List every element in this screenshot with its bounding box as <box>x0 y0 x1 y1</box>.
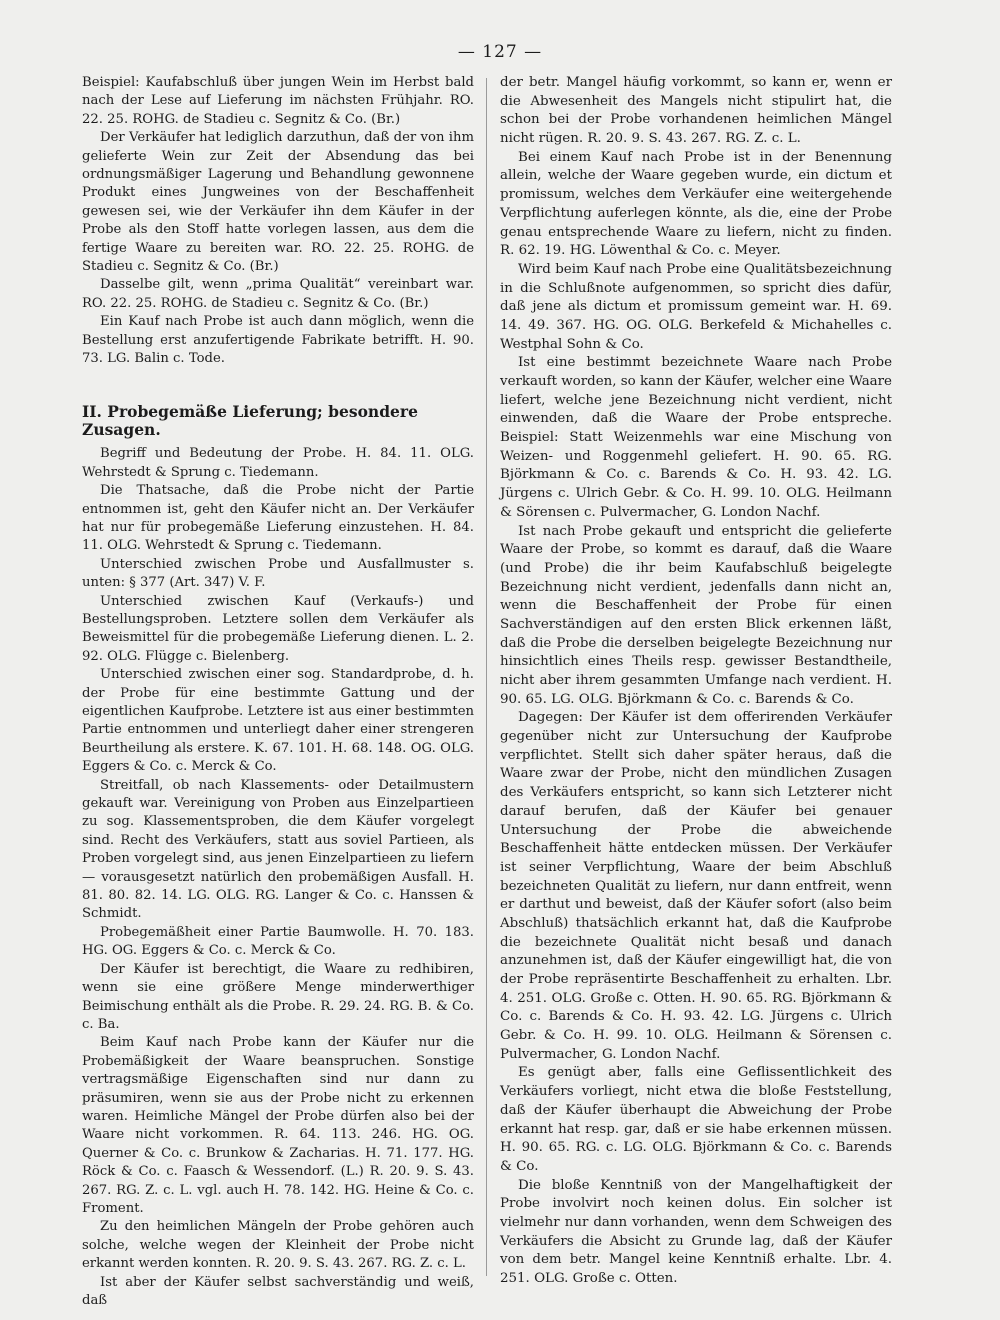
paragraph: Dagegen: Der Käufer ist dem offerirenden Verkäufer gegenüber nicht zur Untersuchung der Kaufprobe verpflichtet. Stellt sich daher später heraus, daß die Waare zwar der Probe, nicht den mündlichen Zusagen des Verkäufers entspricht, so kann sich Letzterer nicht darauf berufen, daß der Käufer bei genauer Untersuchung der Probe die abweichende Beschaffenheit hätte entdecken müssen. Der Verkäufer ist seiner Verpflichtung, Waare der beim Abschluß bezeichneten Qualität zu liefern, nur dann entfreit, wenn er darthut und beweist, daß der Käufer sofort (also beim Abschluß) thatsächlich erkannt hat, daß die Kaufprobe die bezeichnete Qualität nicht besaß und danach anzunehmen ist, daß der Käufer eingewilligt hat, die von der Probe repräsentirte Beschaffenheit zu erhalten. Lbr. 4. 251. OLG. Große c. Otten. H. 90. 65. RG. Björkmann & Co. c. Barends & Co. H. 93. 42. LG. Jürgens c. Ulrich Gebr. & Co. H. 99. 10. OLG. Heilmann & Sörensen c. Pulvermacher, G. London Nachf. <box>500 710 892 1062</box>
paragraph: Probegemäßheit einer Partie Baumwolle. H. 70. 183. HG. OG. Eggers & Co. c. Merck & Co. <box>82 924 474 959</box>
paragraph: Ein Kauf nach Probe ist auch dann möglich, wenn die Bestellung erst anzufertigende Fabrikate betrifft. H. 90. 73. LG. Balin c. Tode. <box>82 314 474 367</box>
paragraph: Streitfall, ob nach Klassements- oder Detailmustern gekauft war. Vereinigung von Proben aus Einzelpartieen zu sog. Klassementsproben, die dem Käufer vorgelegt sind. Recht des Verkäufers, statt aus soviel Partieen, als Proben vorgelegt sind, aus jenen Einzelpartieen zu liefern — vorausgesetzt natürlich den probemäßigen Ausfall. H. 81. 80. 82. 14. LG. OLG. RG. Langer & Co. c. Hanssen & Schmidt. <box>82 777 474 922</box>
paragraph: Unterschied zwischen Probe und Ausfallmuster s. unten: § 377 (Art. 347) V. F. <box>82 556 474 591</box>
paragraph: Begriff und Bedeutung der Probe. H. 84. 11. OLG. Wehrstedt & Sprung c. Tiedemann. <box>82 446 474 480</box>
paragraph: Die Thatsache, daß die Probe nicht der Partie entnommen ist, geht den Käufer nicht an. Der Verkäufer hat nur für probegemäße Lieferung einzustehen. H. 84. 11. OLG. Wehrstedt & Sprung c. Tiedemann. <box>82 483 474 554</box>
paragraph: Beispiel: Kaufabschluß über jungen Wein im Herbst bald nach der Lese auf Lieferung im nächsten Frühjahr. RO. 22. 25. ROHG. de Stadieu c. Segnitz & Co. (Br.) <box>82 75 474 127</box>
paragraph: Ist aber der Käufer selbst sachverständig und weiß, daß <box>82 1274 474 1308</box>
column-divider <box>486 78 487 1276</box>
paragraph: Es genügt aber, falls eine Geflissentlichkeit des Verkäufers vorliegt, nicht etwa die bloße Feststellung, daß der Käufer überhaupt die Abweichung der Probe erkannt hat resp. gar, daß er sie habe erkennen müssen. H. 90. 65. RG. c. LG. OLG. Björkmann & Co. c. Barends & Co. <box>500 1065 892 1174</box>
page-number: — 127 — <box>457 42 543 62</box>
paragraph: Dasselbe gilt, wenn „prima Qualität“ vereinbart war. RO. 22. 25. ROHG. de Stadieu c. Segnitz & Co. (Br.) <box>82 277 474 311</box>
paragraph: Ist eine bestimmt bezeichnete Waare nach Probe verkauft worden, so kann der Käufer, welcher eine Waare liefert, welche jene Bezeichnung nicht verdient, nicht einwenden, daß die Waare der Probe entspreche. Beispiel: Statt Weizenmehls war eine Mischung von Weizen- und Roggenmehl geliefert. H. 90. 65. RG. Björkmann & Co. c. Barends & Co. H. 93. 42. LG. Jürgens c. Ulrich Gebr. & Co. H. 99. 10. OLG. Heilmann & Sörensen c. Pulvermacher, G. London Nachf. <box>500 355 892 520</box>
paragraph: Die bloße Kenntniß von der Mangelhaftigkeit der Probe involvirt noch keinen dolus. Ein solcher ist vielmehr nur dann vorhanden, wenn dem Schweigen des Verkäufers die Absicht zu Grunde lag, daß der Käufer von dem betr. Mangel keine Kenntniß erhalte. Lbr. 4. 251. OLG. Große c. Otten. <box>500 1177 892 1286</box>
section-heading: II. Probegemäße Lieferung; besondere Zusagen. <box>82 401 418 439</box>
paragraph: Unterschied zwischen Kauf (Verkaufs-) und Bestellungsproben. Letztere sollen dem Verkäufer als Beweismittel für die probegemäße Lieferung dienen. L. 2. 92. OLG. Flügge c. Bielenberg. <box>82 593 474 664</box>
right-column <box>500 74 892 1289</box>
paragraph: Ist nach Probe gekauft und entspricht die gelieferte Waare der Probe, so kommt es darauf, daß die Waare (und Probe) die ihr beim Kaufabschluß beigelegte Bezeichnung nicht verdient, jedenfalls dann nicht an, wenn die Beschaffenheit der Probe für einen Sachverständigen auf den ersten Blick erkennen läßt, daß die Probe die derselben beigelegte Bezeichnung nur hinsichtlich eines Theils resp. gewisser Bestandtheile, nicht aber ihrem gesammten Umfange nach verdient. H. 90. 65. LG. OLG. Björkmann & Co. c. Barends & Co. <box>500 523 892 707</box>
paragraph: Unterschied zwischen einer sog. Standardprobe, d. h. der Probe für eine bestimmte Gattung und der eigentlichen Kaufprobe. Letztere ist aus einer bestimmten Partie entnommen und unterliegt daher einer strengeren Beurtheilung als erstere. K. 67. 101. H. 68. 148. OG. OLG. Eggers & Co. c. Merck & Co. <box>82 667 474 775</box>
paragraph: Beim Kauf nach Probe kann der Käufer nur die Probemäßigkeit der Waare beanspruchen. Sonstige vertragsmäßige Eigenschaften sind nur dann zu präsumiren, wenn sie aus der Probe nicht zu erkennen waren. Heimliche Mängel der Probe dürfen also bei der Waare nicht vorkommen. R. 64. 113. 246. HG. OG. Querner & Co. c. Brunkow & Zacharias. H. 71. 177. HG. Röck & Co. c. Faasch & Wessendorf. (L.) R. 20. 9. S. 43. 267. RG. Z. c. L. vgl. auch H. 78. 142. HG. Heine & Co. c. Froment. <box>82 1035 474 1216</box>
left-column <box>82 74 474 1310</box>
paragraph: Der Verkäufer hat lediglich darzuthun, daß der von ihm gelieferte Wein zur Zeit der Absendung das bei ordnungsmäßiger Lagerung und Behandlung gewonnene Produkt eines Jungweines von der Beschaffenheit gewesen sei, wie der Verkäufer ihn dem Käufer in der Probe als den Stoff hatte vorlegen lassen, aus dem die fertige Waare zu bereiten war. RO. 22. 25. ROHG. de Stadieu c. Segnitz & Co. (Br.) <box>82 130 474 275</box>
paragraph: Der Käufer ist berechtigt, die Waare zu redhibiren, wenn sie eine größere Menge minderwerthiger Beimischung enthält als die Probe. R. 29. 24. RG. B. & Co. c. Ba. <box>82 961 474 1032</box>
paragraph: der betr. Mangel häufig vorkommt, so kann er, wenn er die Abwesenheit des Mangels nicht stipulirt hat, die schon bei der Probe vorhandenen heimlichen Mängel nicht rügen. R. 20. 9. S. 43. 267. RG. Z. c. L. <box>500 75 892 147</box>
paragraph: Wird beim Kauf nach Probe eine Qualitätsbezeichnung in die Schlußnote aufgenommen, so spricht dies dafür, daß jene als dictum et promissum gemeint war. H. 69. 14. 49. 367. HG. OG. OLG. Berkefeld & Michahelles c. Westphal Sohn & Co. <box>500 261 892 352</box>
paragraph: Zu den heimlichen Mängeln der Probe gehören auch solche, welche wegen der Kleinheit der Probe nicht erkannt werden konnten. R. 20. 9. S. 43. 267. RG. Z. c. L. <box>82 1219 474 1272</box>
paragraph: Bei einem Kauf nach Probe ist in der Benennung allein, welche der Waare gegeben wurde, ein dictum et promissum, welches dem Verkäufer eine weitergehende Verpflichtung auferlegen könnte, als die, eine der Probe genau entsprechende Waare zu liefern, nicht zu finden. R. 62. 19. HG. Löwenthal & Co. c. Meyer. <box>500 149 892 259</box>
